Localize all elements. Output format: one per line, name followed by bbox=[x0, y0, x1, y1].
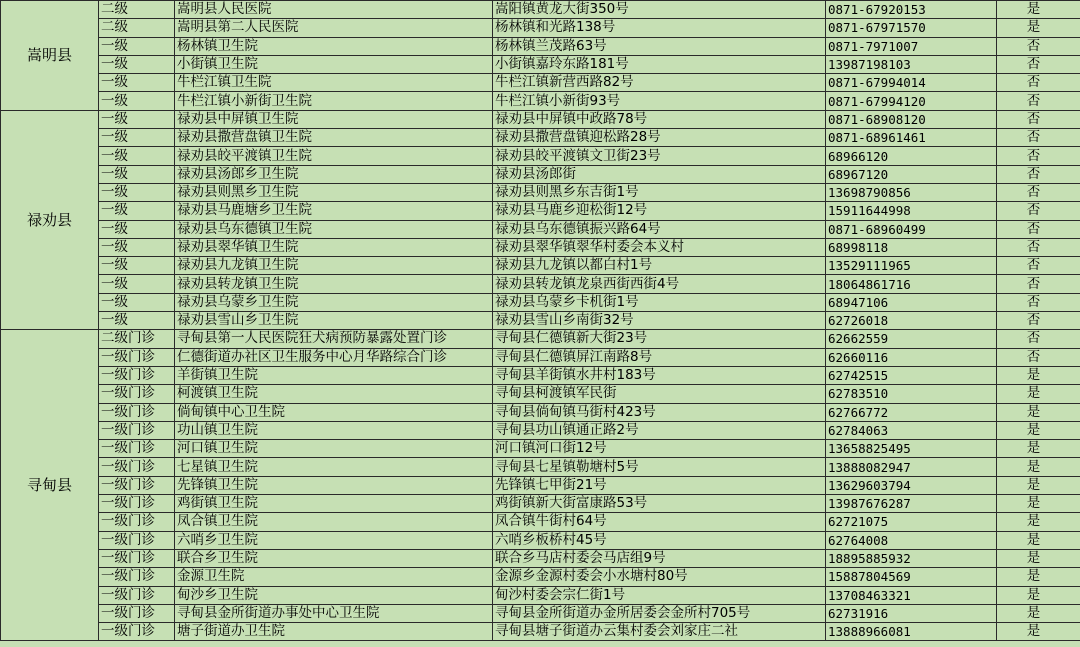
address-cell: 寻甸县仁德镇新大街23号 bbox=[493, 330, 826, 348]
phone-cell: 0871-68960499 bbox=[826, 220, 997, 238]
table-row bbox=[1, 165, 1080, 183]
level-cell: 一级门诊 bbox=[99, 568, 175, 586]
address-cell: 凤合镇牛街村64号 bbox=[493, 513, 826, 531]
level-cell: 一级 bbox=[99, 312, 175, 330]
hospital-name-cell: 柯渡镇卫生院 bbox=[175, 385, 493, 403]
flag-cell: 否 bbox=[997, 110, 1080, 128]
flag-cell: 否 bbox=[997, 220, 1080, 238]
address-cell: 联合乡马店村委会马店组9号 bbox=[493, 549, 826, 567]
hospital-name-cell: 先锋镇卫生院 bbox=[175, 476, 493, 494]
phone-cell: 13708463321 bbox=[826, 586, 997, 604]
phone-cell: 68967120 bbox=[826, 165, 997, 183]
flag-cell: 是 bbox=[997, 1, 1080, 19]
level-cell: 一级 bbox=[99, 183, 175, 201]
level-cell: 一级 bbox=[99, 275, 175, 293]
phone-cell: 0871-67994014 bbox=[826, 74, 997, 92]
flag-cell: 否 bbox=[997, 275, 1080, 293]
address-cell: 甸沙村委会宗仁街1号 bbox=[493, 586, 826, 604]
phone-cell: 0871-67920153 bbox=[826, 1, 997, 19]
table-row bbox=[1, 74, 1080, 92]
address-cell: 寻甸县金所街道办金所居委会金所村705号 bbox=[493, 604, 826, 622]
hospital-name-cell: 禄劝县汤郎乡卫生院 bbox=[175, 165, 493, 183]
hospital-name-cell: 凤合镇卫生院 bbox=[175, 513, 493, 531]
hospital-name-cell: 小街镇卫生院 bbox=[175, 55, 493, 73]
hospital-name-cell: 七星镇卫生院 bbox=[175, 458, 493, 476]
flag-cell: 否 bbox=[997, 183, 1080, 201]
phone-cell: 13629603794 bbox=[826, 476, 997, 494]
address-cell: 小街镇嘉玲东路181号 bbox=[493, 55, 826, 73]
county-cell: 寻甸县 bbox=[1, 330, 99, 641]
table-row bbox=[1, 92, 1080, 110]
address-cell: 金源乡金源村委会小水塘村80号 bbox=[493, 568, 826, 586]
flag-cell: 否 bbox=[997, 257, 1080, 275]
address-cell: 寻甸县塘子街道办云集村委会刘家庄二社 bbox=[493, 623, 826, 641]
flag-cell: 否 bbox=[997, 348, 1080, 366]
level-cell: 一级门诊 bbox=[99, 476, 175, 494]
phone-cell: 62784063 bbox=[826, 421, 997, 439]
table-row bbox=[1, 586, 1080, 604]
flag-cell: 是 bbox=[997, 440, 1080, 458]
address-cell: 禄劝县则黑乡东吉街1号 bbox=[493, 183, 826, 201]
level-cell: 一级 bbox=[99, 55, 175, 73]
hospital-name-cell: 联合乡卫生院 bbox=[175, 549, 493, 567]
flag-cell: 否 bbox=[997, 238, 1080, 256]
table-row bbox=[1, 495, 1080, 513]
flag-cell: 否 bbox=[997, 37, 1080, 55]
hospital-name-cell: 羊街镇卫生院 bbox=[175, 366, 493, 384]
level-cell: 一级 bbox=[99, 293, 175, 311]
phone-cell: 62731916 bbox=[826, 604, 997, 622]
phone-cell: 18895885932 bbox=[826, 549, 997, 567]
hospital-name-cell: 金源卫生院 bbox=[175, 568, 493, 586]
table-row bbox=[1, 202, 1080, 220]
level-cell: 一级门诊 bbox=[99, 586, 175, 604]
flag-cell: 否 bbox=[997, 312, 1080, 330]
phone-cell: 13698790856 bbox=[826, 183, 997, 201]
table-row bbox=[1, 403, 1080, 421]
table-row bbox=[1, 513, 1080, 531]
hospital-name-cell: 禄劝县乌蒙乡卫生院 bbox=[175, 293, 493, 311]
address-cell: 寻甸县倘甸镇马街村423号 bbox=[493, 403, 826, 421]
address-cell: 禄劝县汤郎街 bbox=[493, 165, 826, 183]
address-cell: 河口镇河口街12号 bbox=[493, 440, 826, 458]
table-row bbox=[1, 385, 1080, 403]
level-cell: 一级门诊 bbox=[99, 458, 175, 476]
table-row bbox=[1, 330, 1080, 348]
address-cell: 杨林镇和光路138号 bbox=[493, 19, 826, 37]
level-cell: 一级门诊 bbox=[99, 421, 175, 439]
address-cell: 禄劝县乌蒙乡卡机街1号 bbox=[493, 293, 826, 311]
table-row bbox=[1, 275, 1080, 293]
hospital-name-cell: 杨林镇卫生院 bbox=[175, 37, 493, 55]
hospital-name-cell: 鸡街镇卫生院 bbox=[175, 495, 493, 513]
hospital-name-cell: 禄劝县九龙镇卫生院 bbox=[175, 257, 493, 275]
level-cell: 一级 bbox=[99, 202, 175, 220]
phone-cell: 13888082947 bbox=[826, 458, 997, 476]
level-cell: 二级 bbox=[99, 1, 175, 19]
flag-cell: 否 bbox=[997, 147, 1080, 165]
hospital-name-cell: 禄劝县转龙镇卫生院 bbox=[175, 275, 493, 293]
hospital-name-cell: 河口镇卫生院 bbox=[175, 440, 493, 458]
hospital-name-cell: 寻甸县第一人民医院狂犬病预防暴露处置门诊 bbox=[175, 330, 493, 348]
address-cell: 禄劝县乌东德镇振兴路64号 bbox=[493, 220, 826, 238]
phone-cell: 0871-67994120 bbox=[826, 92, 997, 110]
table-row bbox=[1, 623, 1080, 641]
address-cell: 禄劝县马鹿乡迎松街12号 bbox=[493, 202, 826, 220]
county-cell: 嵩明县 bbox=[1, 1, 99, 111]
table-row bbox=[1, 238, 1080, 256]
level-cell: 一级门诊 bbox=[99, 549, 175, 567]
phone-cell: 62726018 bbox=[826, 312, 997, 330]
table-row bbox=[1, 604, 1080, 622]
flag-cell: 否 bbox=[997, 92, 1080, 110]
flag-cell: 否 bbox=[997, 129, 1080, 147]
flag-cell: 是 bbox=[997, 586, 1080, 604]
address-cell: 寻甸县羊街镇水井村183号 bbox=[493, 366, 826, 384]
hospital-name-cell: 牛栏江镇卫生院 bbox=[175, 74, 493, 92]
flag-cell: 是 bbox=[997, 366, 1080, 384]
table-row bbox=[1, 421, 1080, 439]
phone-cell: 0871-68908120 bbox=[826, 110, 997, 128]
flag-cell: 否 bbox=[997, 165, 1080, 183]
table-row bbox=[1, 568, 1080, 586]
address-cell: 禄劝县九龙镇以都白村1号 bbox=[493, 257, 826, 275]
table-row bbox=[1, 549, 1080, 567]
phone-cell: 62662559 bbox=[826, 330, 997, 348]
flag-cell: 是 bbox=[997, 604, 1080, 622]
table-row bbox=[1, 220, 1080, 238]
level-cell: 一级 bbox=[99, 220, 175, 238]
table-row bbox=[1, 183, 1080, 201]
phone-cell: 13888966081 bbox=[826, 623, 997, 641]
table-row bbox=[1, 37, 1080, 55]
address-cell: 杨林镇兰茂路63号 bbox=[493, 37, 826, 55]
hospital-name-cell: 甸沙乡卫生院 bbox=[175, 586, 493, 604]
level-cell: 一级门诊 bbox=[99, 403, 175, 421]
phone-cell: 13658825495 bbox=[826, 440, 997, 458]
hospital-name-cell: 禄劝县中屏镇卫生院 bbox=[175, 110, 493, 128]
level-cell: 一级 bbox=[99, 110, 175, 128]
flag-cell: 是 bbox=[997, 513, 1080, 531]
phone-cell: 68966120 bbox=[826, 147, 997, 165]
level-cell: 一级门诊 bbox=[99, 366, 175, 384]
address-cell: 寻甸县柯渡镇军民街 bbox=[493, 385, 826, 403]
flag-cell: 是 bbox=[997, 495, 1080, 513]
flag-cell: 是 bbox=[997, 549, 1080, 567]
table-row bbox=[1, 312, 1080, 330]
phone-cell: 0871-67971570 bbox=[826, 19, 997, 37]
phone-cell: 0871-68961461 bbox=[826, 129, 997, 147]
level-cell: 一级门诊 bbox=[99, 604, 175, 622]
table-row bbox=[1, 55, 1080, 73]
level-cell: 一级 bbox=[99, 37, 175, 55]
hospital-name-cell: 塘子街道办卫生院 bbox=[175, 623, 493, 641]
hospital-name-cell: 禄劝县马鹿塘乡卫生院 bbox=[175, 202, 493, 220]
address-cell: 禄劝县雪山乡南街32号 bbox=[493, 312, 826, 330]
flag-cell: 否 bbox=[997, 293, 1080, 311]
flag-cell: 是 bbox=[997, 623, 1080, 641]
phone-cell: 62660116 bbox=[826, 348, 997, 366]
flag-cell: 是 bbox=[997, 19, 1080, 37]
phone-cell: 18064861716 bbox=[826, 275, 997, 293]
phone-cell: 62783510 bbox=[826, 385, 997, 403]
flag-cell: 否 bbox=[997, 74, 1080, 92]
flag-cell: 是 bbox=[997, 385, 1080, 403]
flag-cell: 是 bbox=[997, 531, 1080, 549]
table-row bbox=[1, 19, 1080, 37]
flag-cell: 是 bbox=[997, 568, 1080, 586]
level-cell: 一级门诊 bbox=[99, 513, 175, 531]
flag-cell: 是 bbox=[997, 403, 1080, 421]
table-row bbox=[1, 257, 1080, 275]
phone-cell: 68998118 bbox=[826, 238, 997, 256]
table-row bbox=[1, 366, 1080, 384]
address-cell: 寻甸县功山镇通正路2号 bbox=[493, 421, 826, 439]
hospital-name-cell: 仁德街道办社区卫生服务中心月华路综合门诊 bbox=[175, 348, 493, 366]
hospital-name-cell: 禄劝县皎平渡镇卫生院 bbox=[175, 147, 493, 165]
phone-cell: 0871-7971007 bbox=[826, 37, 997, 55]
table-row bbox=[1, 440, 1080, 458]
level-cell: 一级 bbox=[99, 257, 175, 275]
hospital-name-cell: 嵩明县第二人民医院 bbox=[175, 19, 493, 37]
hospital-name-cell: 禄劝县则黑乡卫生院 bbox=[175, 183, 493, 201]
hospital-name-cell: 嵩明县人民医院 bbox=[175, 1, 493, 19]
phone-cell: 15887804569 bbox=[826, 568, 997, 586]
address-cell: 禄劝县皎平渡镇文卫街23号 bbox=[493, 147, 826, 165]
address-cell: 禄劝县撒营盘镇迎松路28号 bbox=[493, 129, 826, 147]
address-cell: 嵩阳镇黄龙大街350号 bbox=[493, 1, 826, 19]
address-cell: 牛栏江镇小新街93号 bbox=[493, 92, 826, 110]
level-cell: 一级 bbox=[99, 92, 175, 110]
level-cell: 一级门诊 bbox=[99, 531, 175, 549]
hospital-name-cell: 六哨乡卫生院 bbox=[175, 531, 493, 549]
phone-cell: 62721075 bbox=[826, 513, 997, 531]
table-row bbox=[1, 348, 1080, 366]
table-row bbox=[1, 147, 1080, 165]
address-cell: 禄劝县中屏镇中政路78号 bbox=[493, 110, 826, 128]
flag-cell: 是 bbox=[997, 476, 1080, 494]
phone-cell: 15911644998 bbox=[826, 202, 997, 220]
phone-cell: 13987198103 bbox=[826, 55, 997, 73]
level-cell: 一级 bbox=[99, 74, 175, 92]
table-row bbox=[1, 1, 1080, 19]
hospital-name-cell: 禄劝县乌东德镇卫生院 bbox=[175, 220, 493, 238]
hospital-name-cell: 禄劝县翠华镇卫生院 bbox=[175, 238, 493, 256]
flag-cell: 是 bbox=[997, 458, 1080, 476]
table-row bbox=[1, 293, 1080, 311]
hospital-name-cell: 禄劝县撒营盘镇卫生院 bbox=[175, 129, 493, 147]
flag-cell: 否 bbox=[997, 55, 1080, 73]
phone-cell: 68947106 bbox=[826, 293, 997, 311]
address-cell: 禄劝县翠华镇翠华村委会本义村 bbox=[493, 238, 826, 256]
level-cell: 一级门诊 bbox=[99, 495, 175, 513]
table-row bbox=[1, 110, 1080, 128]
county-cell: 禄劝县 bbox=[1, 110, 99, 330]
phone-cell: 13529111965 bbox=[826, 257, 997, 275]
level-cell: 一级门诊 bbox=[99, 623, 175, 641]
address-cell: 六哨乡板桥村45号 bbox=[493, 531, 826, 549]
hospital-name-cell: 寻甸县金所街道办事处中心卫生院 bbox=[175, 604, 493, 622]
table-body bbox=[1, 1, 1080, 641]
hospital-name-cell: 倘甸镇中心卫生院 bbox=[175, 403, 493, 421]
level-cell: 一级 bbox=[99, 147, 175, 165]
table-row bbox=[1, 476, 1080, 494]
hospital-name-cell: 牛栏江镇小新街卫生院 bbox=[175, 92, 493, 110]
level-cell: 一级 bbox=[99, 238, 175, 256]
flag-cell: 是 bbox=[997, 421, 1080, 439]
phone-cell: 62764008 bbox=[826, 531, 997, 549]
address-cell: 寻甸县仁德镇屏江南路8号 bbox=[493, 348, 826, 366]
level-cell: 二级门诊 bbox=[99, 330, 175, 348]
level-cell: 一级门诊 bbox=[99, 385, 175, 403]
table-row bbox=[1, 531, 1080, 549]
level-cell: 一级门诊 bbox=[99, 348, 175, 366]
table-row bbox=[1, 458, 1080, 476]
level-cell: 一级 bbox=[99, 129, 175, 147]
flag-cell: 否 bbox=[997, 330, 1080, 348]
hospital-name-cell: 功山镇卫生院 bbox=[175, 421, 493, 439]
phone-cell: 62742515 bbox=[826, 366, 997, 384]
phone-cell: 62766772 bbox=[826, 403, 997, 421]
address-cell: 牛栏江镇新营西路82号 bbox=[493, 74, 826, 92]
address-cell: 先锋镇七甲街21号 bbox=[493, 476, 826, 494]
address-cell: 禄劝县转龙镇龙泉西街西街4号 bbox=[493, 275, 826, 293]
level-cell: 一级门诊 bbox=[99, 440, 175, 458]
address-cell: 寻甸县七星镇勒塘村5号 bbox=[493, 458, 826, 476]
level-cell: 一级 bbox=[99, 165, 175, 183]
flag-cell: 否 bbox=[997, 202, 1080, 220]
table-row bbox=[1, 129, 1080, 147]
level-cell: 二级 bbox=[99, 19, 175, 37]
phone-cell: 13987676287 bbox=[826, 495, 997, 513]
hospital-name-cell: 禄劝县雪山乡卫生院 bbox=[175, 312, 493, 330]
address-cell: 鸡街镇新大街富康路53号 bbox=[493, 495, 826, 513]
